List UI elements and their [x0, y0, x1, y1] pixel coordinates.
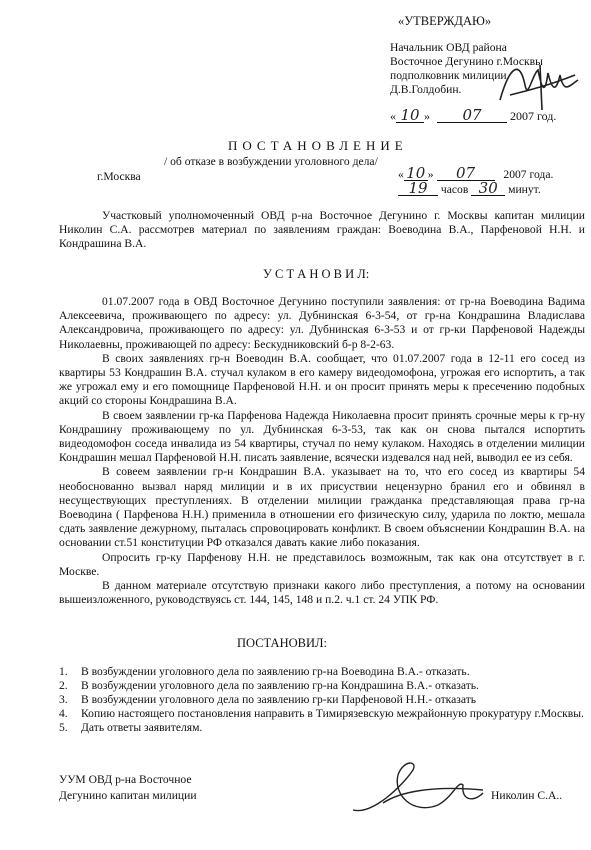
- signer-line-2: Дегунино капитан милиции: [59, 789, 197, 802]
- doc-date: « 10 » 07 2007 года.: [398, 164, 554, 182]
- doc-minute: 30: [471, 181, 505, 196]
- resolution-list: [59, 665, 589, 735]
- paragraph-2: В своих заявлениях гр-н Воеводин В.А. сообщает, что 01.07.2007 года в 12-11 его сосед из квартиры 53 Кондрашин В.А. стучал кулаком в его камеру видеодомофона, угрожая его испортить, а так же угрожал ему и его помощнице Парфеновой Н.Н. и он просит принять меры к пресечению подобных акций со стороны Кондрашина В.А.: [59, 351, 585, 408]
- approval-heading: «УТВЕРЖДАЮ»: [398, 14, 492, 28]
- paragraph-1: 01.07.2007 года в ОВД Восточное Дегунино поступили заявления: от гр-на Воеводина Вадима Алексеевича, проживающего по адресу: ул. Дубнинская 6-3-54, от гр-на Кондрашина Владислава Александровича, проживающего по адресу: ул. Дубнинская 6-3-53 и от гр-ки Парфеновой Надежды Николаевны, проживающей по адресу: Бескудниковский б-р 8-2-63.: [59, 295, 585, 351]
- list-item: 4. Копию настоящего постановления направить в Тимирязевскую межрайонную прокуратуру г.Москвы.: [59, 707, 584, 720]
- approval-month: 07: [437, 108, 507, 123]
- list-item: 3. В возбуждении уголовного дела по заявлению гр-ки Парфеновой Н.Н.- отказать: [59, 693, 477, 706]
- approval-line-3: подполковник милиции: [390, 69, 507, 82]
- doc-minute-label: минут.: [508, 183, 541, 196]
- list-item: 5. Дать ответы заявителям.: [59, 721, 203, 734]
- paragraph-5: Опросить гр-ку Парфенову Н.Н. не представилось возможным, так как она отсутствует в г. Москве.: [59, 550, 585, 578]
- officer-signature: [343, 755, 493, 825]
- doc-month: 07: [437, 166, 495, 181]
- doc-day: 10: [404, 166, 428, 181]
- director-signature: [490, 55, 580, 115]
- paragraph-6: В данном материале отсутствую признаки какого либо преступления, а потому на основании вышеизложенного, руководствуясь ст. 144, 145, 148 и п.2. ч.1 ст. 24 УПК РФ.: [59, 579, 585, 607]
- doc-hour-label: часов: [440, 183, 469, 196]
- resolved-heading: ПОСТАНОВИЛ:: [237, 636, 327, 650]
- page-subtitle: / об отказе в возбуждении уголовного дела/: [164, 155, 378, 168]
- body-paragraphs: [59, 295, 585, 607]
- approval-year: 2007 год.: [510, 109, 557, 123]
- page-title: ПОСТАНОВЛЕНИЕ: [228, 138, 408, 153]
- established-heading: У С Т А Н О В И Л:: [263, 267, 370, 281]
- doc-time: [398, 181, 541, 197]
- doc-hour: 19: [398, 181, 438, 196]
- place: г.Москва: [97, 170, 141, 183]
- intro-paragraph: Участковый уполномоченный ОВД р-на Восточное Дегунино г. Москвы капитан милиции Николин С.А. рассмотрев материал по заявлениям граждан: Воеводина В.А., Парфеновой Н.Н. и Кондрашина В.А.: [59, 209, 585, 250]
- doc-year: 2007 года.: [503, 168, 554, 181]
- signer-line-1: УУМ ОВД р-на Восточное: [59, 773, 192, 786]
- approval-line-1: Начальник ОВД района: [390, 41, 507, 54]
- list-item: 1. В возбуждении уголовного дела по заявлению гр-на Воеводина В.А.- отказать.: [59, 665, 470, 678]
- approval-date: « 10 » 07 2007 год.: [390, 106, 557, 124]
- approval-line-2: Восточное Дегунино г.Москвы: [390, 55, 543, 68]
- approval-line-4: Д.В.Голдобин.: [390, 83, 462, 96]
- approval-day: 10: [396, 108, 424, 123]
- paragraph-4: В совеем заявлении гр-н Кондрашин В.А. указывает на то, что его сосед из квартиры 54 необоснованно вызвал наряд милиции и в их присуствии нецензурно бранил его и обвинял в несуществующих преступлениях. В отделении милиции гражданка представляющая права гр-на Воеводина ( Парфенова Н.Н.) применила в отношении его физическую силу, ударила по локтю, мешала сдать заявление дежурному, пыталась спровоцировать конфликт. В своем объяснении Кондрашин В.А. на основании ст.51 конституции РФ отказался давать какие либо показания.: [59, 465, 585, 550]
- list-item: 2. В возбуждении уголовного дела по заявлению гр-на Кондрашина В.А.- отказать.: [59, 679, 479, 692]
- paragraph-3: В своем заявлении гр-ка Парфенова Надежда Николаевна просит принять срочные меры к гр-ну Кондрашину проживающему по ул. Дубнинская 6-3-53, так как он снова пытался испортить видеодомофон соседа инвалида из 54 квартиры, стучал по нему кулаком. Находясь в отделении милиции Кондрашин мешал Парфеновой Н.Н. писать заявление, всячески издевался над ней, выводил ее из себя.: [59, 408, 585, 465]
- signer-name: Николин С.А..: [491, 789, 563, 802]
